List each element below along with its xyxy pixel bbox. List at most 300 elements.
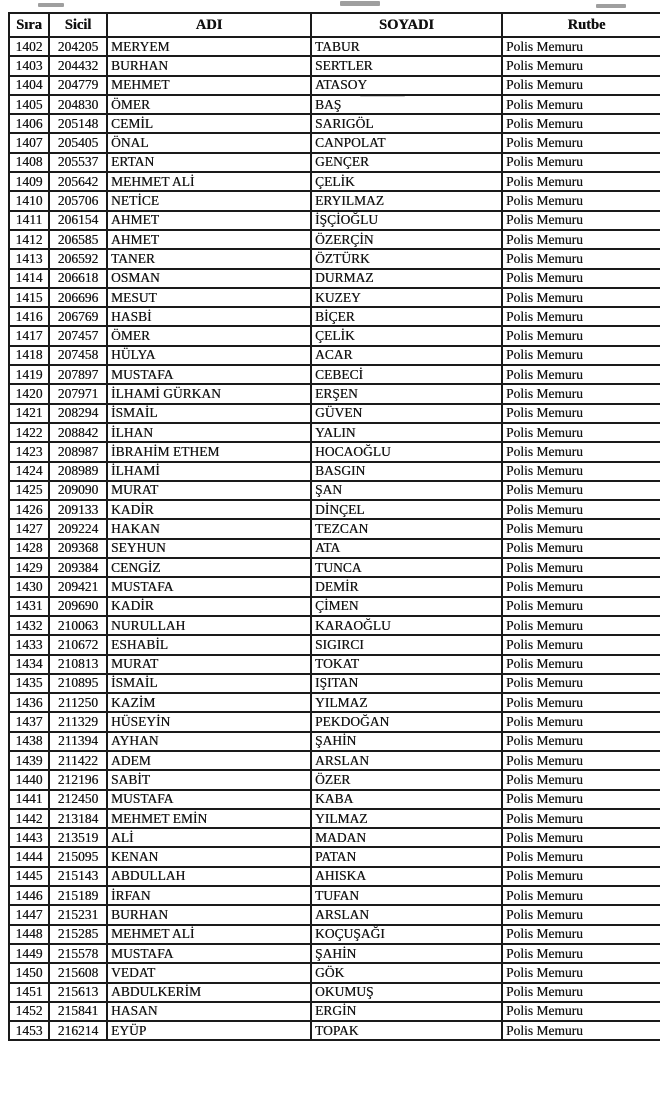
sira-cell: 1402 (9, 37, 49, 56)
sira-cell: 1408 (9, 153, 49, 172)
sicil-cell: 213184 (49, 809, 107, 828)
sicil-cell: 206769 (49, 307, 107, 326)
rutbe-cell: Polis Memuru (502, 867, 660, 886)
adi-cell: HAKAN (107, 519, 311, 538)
adi-cell: NURULLAH (107, 616, 311, 635)
rutbe-cell: Polis Memuru (502, 1002, 660, 1021)
rutbe-cell: Polis Memuru (502, 462, 660, 481)
sicil-cell: 209690 (49, 597, 107, 616)
soyadi-cell: ŞAHİN (311, 732, 502, 751)
adi-cell: MEHMET ALİ (107, 925, 311, 944)
soyadi-cell: ÖZERÇİN (311, 230, 502, 249)
rutbe-cell: Polis Memuru (502, 1021, 660, 1040)
soyadi-cell: KABA (311, 790, 502, 809)
adi-cell: AYHAN (107, 732, 311, 751)
soyadi-cell: ÇELİK (311, 172, 502, 191)
sicil-cell: 206154 (49, 211, 107, 230)
rutbe-cell: Polis Memuru (502, 944, 660, 963)
adi-cell: KADİR (107, 500, 311, 519)
table-row (9, 944, 660, 963)
soyadi-cell: ERYILMAZ (311, 191, 502, 210)
sicil-cell: 205706 (49, 191, 107, 210)
table-row (9, 423, 660, 442)
column-header-soyadi: SOYADI (311, 13, 502, 37)
adi-cell: OSMAN (107, 269, 311, 288)
table-header-row (9, 13, 660, 37)
soyadi-cell: BASGIN (311, 462, 502, 481)
soyadi-cell: TOPAK (311, 1021, 502, 1040)
table-row (9, 693, 660, 712)
soyadi-cell: DURMAZ (311, 269, 502, 288)
sicil-cell: 210813 (49, 655, 107, 674)
sicil-cell: 215285 (49, 925, 107, 944)
table-row (9, 462, 660, 481)
sicil-cell: 205537 (49, 153, 107, 172)
rutbe-cell: Polis Memuru (502, 751, 660, 770)
rutbe-cell: Polis Memuru (502, 346, 660, 365)
sicil-cell: 209368 (49, 539, 107, 558)
soyadi-cell: PATAN (311, 847, 502, 866)
table-row (9, 442, 660, 461)
table-row (9, 519, 660, 538)
sira-cell: 1428 (9, 539, 49, 558)
sicil-cell: 215095 (49, 847, 107, 866)
soyadi-cell: PEKDOĞAN (311, 712, 502, 731)
adi-cell: ÖNAL (107, 133, 311, 152)
adi-cell: ABDULLAH (107, 867, 311, 886)
sicil-cell: 206592 (49, 249, 107, 268)
table-row (9, 809, 660, 828)
rutbe-cell: Polis Memuru (502, 153, 660, 172)
table-row (9, 539, 660, 558)
sira-cell: 1413 (9, 249, 49, 268)
sicil-cell: 205405 (49, 133, 107, 152)
sira-cell: 1443 (9, 828, 49, 847)
soyadi-cell: KOÇUŞAĞI (311, 925, 502, 944)
soyadi-cell: TABUR (311, 37, 502, 56)
sicil-cell: 207971 (49, 384, 107, 403)
soyadi-cell: ÖZTÜRK (311, 249, 502, 268)
soyadi-cell: SIGIRCI (311, 635, 502, 654)
sicil-cell: 206618 (49, 269, 107, 288)
sira-cell: 1441 (9, 790, 49, 809)
table-row (9, 346, 660, 365)
table-row (9, 500, 660, 519)
sira-cell: 1438 (9, 732, 49, 751)
personnel-roster-table (8, 12, 660, 1041)
rutbe-cell: Polis Memuru (502, 577, 660, 596)
adi-cell: MESUT (107, 288, 311, 307)
sira-cell: 1417 (9, 326, 49, 345)
adi-cell: BURHAN (107, 905, 311, 924)
adi-cell: İRFAN (107, 886, 311, 905)
rutbe-cell: Polis Memuru (502, 847, 660, 866)
rutbe-cell: Polis Memuru (502, 384, 660, 403)
rutbe-cell: Polis Memuru (502, 905, 660, 924)
table-row (9, 133, 660, 152)
sira-cell: 1436 (9, 693, 49, 712)
sicil-cell: 215578 (49, 944, 107, 963)
sira-cell: 1450 (9, 963, 49, 982)
rutbe-cell: Polis Memuru (502, 655, 660, 674)
table-row (9, 326, 660, 345)
column-header-sicil: Sicil (49, 13, 107, 37)
table-row (9, 37, 660, 56)
table-row (9, 847, 660, 866)
rutbe-cell: Polis Memuru (502, 307, 660, 326)
sira-cell: 1412 (9, 230, 49, 249)
table-body (9, 37, 660, 1040)
soyadi-cell: ŞAN (311, 481, 502, 500)
sicil-cell: 210895 (49, 674, 107, 693)
soyadi-cell: GENÇER (311, 153, 502, 172)
column-header-adi: ADI (107, 13, 311, 37)
sicil-cell: 209384 (49, 558, 107, 577)
sicil-cell: 210672 (49, 635, 107, 654)
soyadi-cell: ÇELİK (311, 326, 502, 345)
soyadi-cell: ŞAHİN (311, 944, 502, 963)
rutbe-cell: Polis Memuru (502, 288, 660, 307)
sicil-cell: 208989 (49, 462, 107, 481)
soyadi-cell: SERTLER (311, 56, 502, 75)
sicil-cell: 206585 (49, 230, 107, 249)
soyadi-cell: BİÇER (311, 307, 502, 326)
adi-cell: ALİ (107, 828, 311, 847)
sicil-cell: 204779 (49, 76, 107, 95)
rutbe-cell: Polis Memuru (502, 732, 660, 751)
table-row (9, 384, 660, 403)
rutbe-cell: Polis Memuru (502, 519, 660, 538)
sira-cell: 1409 (9, 172, 49, 191)
soyadi-cell: TUNCA (311, 558, 502, 577)
adi-cell: ABDULKERİM (107, 983, 311, 1002)
scan-artifact (596, 4, 626, 8)
table-row (9, 230, 660, 249)
rutbe-cell: Polis Memuru (502, 790, 660, 809)
adi-cell: MERYEM (107, 37, 311, 56)
sicil-cell: 210063 (49, 616, 107, 635)
sira-cell: 1410 (9, 191, 49, 210)
table-row (9, 249, 660, 268)
rutbe-cell: Polis Memuru (502, 76, 660, 95)
table-row (9, 925, 660, 944)
adi-cell: AHMET (107, 211, 311, 230)
sicil-cell: 215189 (49, 886, 107, 905)
table-row (9, 211, 660, 230)
adi-cell: KENAN (107, 847, 311, 866)
scan-artifact (340, 1, 380, 6)
sira-cell: 1452 (9, 1002, 49, 1021)
soyadi-cell: ERGİN (311, 1002, 502, 1021)
soyadi-cell: KARAOĞLU (311, 616, 502, 635)
rutbe-cell: Polis Memuru (502, 770, 660, 789)
soyadi-cell: ÖZER (311, 770, 502, 789)
adi-cell: MURAT (107, 655, 311, 674)
sicil-cell: 205642 (49, 172, 107, 191)
sicil-cell: 208987 (49, 442, 107, 461)
table-row (9, 172, 660, 191)
sira-cell: 1431 (9, 597, 49, 616)
table-row (9, 76, 660, 95)
column-header-sira: Sıra (9, 13, 49, 37)
adi-cell: HÜSEYİN (107, 712, 311, 731)
sira-cell: 1440 (9, 770, 49, 789)
sira-cell: 1442 (9, 809, 49, 828)
soyadi-cell: DEMİR (311, 577, 502, 596)
rutbe-cell: Polis Memuru (502, 809, 660, 828)
sira-cell: 1435 (9, 674, 49, 693)
adi-cell: AHMET (107, 230, 311, 249)
sicil-cell: 212196 (49, 770, 107, 789)
rutbe-cell: Polis Memuru (502, 886, 660, 905)
soyadi-cell: CEBECİ (311, 365, 502, 384)
sicil-cell: 215608 (49, 963, 107, 982)
scan-artifact (38, 3, 64, 7)
sira-cell: 1405 (9, 95, 49, 114)
table-row (9, 674, 660, 693)
rutbe-cell: Polis Memuru (502, 481, 660, 500)
adi-cell: İSMAİL (107, 404, 311, 423)
sira-cell: 1445 (9, 867, 49, 886)
adi-cell: KAZİM (107, 693, 311, 712)
rutbe-cell: Polis Memuru (502, 230, 660, 249)
table-row (9, 56, 660, 75)
rutbe-cell: Polis Memuru (502, 191, 660, 210)
adi-cell: NETİCE (107, 191, 311, 210)
sicil-cell: 209224 (49, 519, 107, 538)
sira-cell: 1424 (9, 462, 49, 481)
rutbe-cell: Polis Memuru (502, 828, 660, 847)
rutbe-cell: Polis Memuru (502, 693, 660, 712)
rutbe-cell: Polis Memuru (502, 616, 660, 635)
rutbe-cell: Polis Memuru (502, 211, 660, 230)
sicil-cell: 215143 (49, 867, 107, 886)
sira-cell: 1419 (9, 365, 49, 384)
soyadi-cell: BAŞ (311, 95, 502, 114)
soyadi-cell: CANPOLAT (311, 133, 502, 152)
adi-cell: MUSTAFA (107, 577, 311, 596)
sicil-cell: 209133 (49, 500, 107, 519)
rutbe-cell: Polis Memuru (502, 95, 660, 114)
soyadi-cell: SARIGÖL (311, 114, 502, 133)
soyadi-cell: ARSLAN (311, 905, 502, 924)
adi-cell: EYÜP (107, 1021, 311, 1040)
rutbe-cell: Polis Memuru (502, 674, 660, 693)
adi-cell: ESHABİL (107, 635, 311, 654)
sira-cell: 1421 (9, 404, 49, 423)
sira-cell: 1437 (9, 712, 49, 731)
sira-cell: 1426 (9, 500, 49, 519)
table-row (9, 481, 660, 500)
adi-cell: KADİR (107, 597, 311, 616)
adi-cell: HASBİ (107, 307, 311, 326)
rutbe-cell: Polis Memuru (502, 172, 660, 191)
sicil-cell: 211250 (49, 693, 107, 712)
sira-cell: 1432 (9, 616, 49, 635)
rutbe-cell: Polis Memuru (502, 983, 660, 1002)
sicil-cell: 204830 (49, 95, 107, 114)
soyadi-cell: TUFAN (311, 886, 502, 905)
table-row (9, 751, 660, 770)
rutbe-cell: Polis Memuru (502, 56, 660, 75)
soyadi-cell: YILMAZ (311, 693, 502, 712)
rutbe-cell: Polis Memuru (502, 326, 660, 345)
table-row (9, 905, 660, 924)
rutbe-cell: Polis Memuru (502, 558, 660, 577)
soyadi-cell: GÜVEN (311, 404, 502, 423)
soyadi-cell: ATASOY (311, 76, 502, 95)
adi-cell: SABİT (107, 770, 311, 789)
adi-cell: CENGİZ (107, 558, 311, 577)
column-header-rutbe: Rutbe (502, 13, 660, 37)
sira-cell: 1433 (9, 635, 49, 654)
soyadi-cell: OKUMUŞ (311, 983, 502, 1002)
sicil-cell: 208294 (49, 404, 107, 423)
soyadi-cell: KUZEY (311, 288, 502, 307)
sira-cell: 1451 (9, 983, 49, 1002)
table-row (9, 867, 660, 886)
sicil-cell: 209090 (49, 481, 107, 500)
rutbe-cell: Polis Memuru (502, 925, 660, 944)
adi-cell: ÖMER (107, 95, 311, 114)
rutbe-cell: Polis Memuru (502, 404, 660, 423)
rutbe-cell: Polis Memuru (502, 712, 660, 731)
table-row (9, 983, 660, 1002)
rutbe-cell: Polis Memuru (502, 963, 660, 982)
sicil-cell: 212450 (49, 790, 107, 809)
rutbe-cell: Polis Memuru (502, 597, 660, 616)
rutbe-cell: Polis Memuru (502, 114, 660, 133)
table-row (9, 153, 660, 172)
table-row (9, 365, 660, 384)
sicil-cell: 216214 (49, 1021, 107, 1040)
table-row (9, 191, 660, 210)
sicil-cell: 211422 (49, 751, 107, 770)
adi-cell: HÜLYA (107, 346, 311, 365)
table-row (9, 558, 660, 577)
adi-cell: HASAN (107, 1002, 311, 1021)
sira-cell: 1414 (9, 269, 49, 288)
rutbe-cell: Polis Memuru (502, 269, 660, 288)
table-row (9, 732, 660, 751)
soyadi-cell: GÖK (311, 963, 502, 982)
sicil-cell: 207458 (49, 346, 107, 365)
rutbe-cell: Polis Memuru (502, 539, 660, 558)
rutbe-cell: Polis Memuru (502, 423, 660, 442)
adi-cell: ERTAN (107, 153, 311, 172)
rutbe-cell: Polis Memuru (502, 37, 660, 56)
sira-cell: 1423 (9, 442, 49, 461)
adi-cell: BURHAN (107, 56, 311, 75)
sira-cell: 1434 (9, 655, 49, 674)
soyadi-cell: ARSLAN (311, 751, 502, 770)
sicil-cell: 207457 (49, 326, 107, 345)
table-row (9, 577, 660, 596)
soyadi-cell: HOCAOĞLU (311, 442, 502, 461)
sicil-cell: 204432 (49, 56, 107, 75)
soyadi-cell: MADAN (311, 828, 502, 847)
adi-cell: MURAT (107, 481, 311, 500)
sicil-cell: 206696 (49, 288, 107, 307)
table-row (9, 307, 660, 326)
table-row (9, 114, 660, 133)
sira-cell: 1448 (9, 925, 49, 944)
table-row (9, 712, 660, 731)
table-row (9, 616, 660, 635)
table-row (9, 269, 660, 288)
adi-cell: MEHMET (107, 76, 311, 95)
rutbe-cell: Polis Memuru (502, 442, 660, 461)
sira-cell: 1425 (9, 481, 49, 500)
sira-cell: 1449 (9, 944, 49, 963)
adi-cell: İSMAİL (107, 674, 311, 693)
sicil-cell: 207897 (49, 365, 107, 384)
adi-cell: ADEM (107, 751, 311, 770)
adi-cell: MUSTAFA (107, 944, 311, 963)
soyadi-cell: İŞÇİOĞLU (311, 211, 502, 230)
sicil-cell: 213519 (49, 828, 107, 847)
soyadi-cell: YILMAZ (311, 809, 502, 828)
adi-cell: SEYHUN (107, 539, 311, 558)
sira-cell: 1422 (9, 423, 49, 442)
adi-cell: MUSTAFA (107, 365, 311, 384)
table-row (9, 828, 660, 847)
table-row (9, 770, 660, 789)
soyadi-cell: IŞITAN (311, 674, 502, 693)
adi-cell: TANER (107, 249, 311, 268)
sicil-cell: 211394 (49, 732, 107, 751)
sicil-cell: 215231 (49, 905, 107, 924)
adi-cell: MEHMET ALİ (107, 172, 311, 191)
table-row (9, 1021, 660, 1040)
sira-cell: 1446 (9, 886, 49, 905)
sira-cell: 1420 (9, 384, 49, 403)
soyadi-cell: ACAR (311, 346, 502, 365)
sicil-cell: 211329 (49, 712, 107, 731)
table-row (9, 963, 660, 982)
table-row (9, 597, 660, 616)
sira-cell: 1415 (9, 288, 49, 307)
sira-cell: 1429 (9, 558, 49, 577)
sicil-cell: 205148 (49, 114, 107, 133)
adi-cell: CEMİL (107, 114, 311, 133)
soyadi-cell: TOKAT (311, 655, 502, 674)
adi-cell: İLHAMİ (107, 462, 311, 481)
table-row (9, 404, 660, 423)
sicil-cell: 208842 (49, 423, 107, 442)
adi-cell: VEDAT (107, 963, 311, 982)
soyadi-cell: AHISKA (311, 867, 502, 886)
sira-cell: 1403 (9, 56, 49, 75)
rutbe-cell: Polis Memuru (502, 133, 660, 152)
sira-cell: 1439 (9, 751, 49, 770)
adi-cell: İLHAMİ GÜRKAN (107, 384, 311, 403)
soyadi-cell: ÇİMEN (311, 597, 502, 616)
table-row (9, 1002, 660, 1021)
soyadi-cell: YALIN (311, 423, 502, 442)
rutbe-cell: Polis Memuru (502, 249, 660, 268)
sira-cell: 1444 (9, 847, 49, 866)
sira-cell: 1406 (9, 114, 49, 133)
table-row (9, 95, 660, 114)
adi-cell: MUSTAFA (107, 790, 311, 809)
table-row (9, 655, 660, 674)
sira-cell: 1407 (9, 133, 49, 152)
adi-cell: İBRAHİM ETHEM (107, 442, 311, 461)
sira-cell: 1453 (9, 1021, 49, 1040)
sira-cell: 1427 (9, 519, 49, 538)
table-row (9, 790, 660, 809)
